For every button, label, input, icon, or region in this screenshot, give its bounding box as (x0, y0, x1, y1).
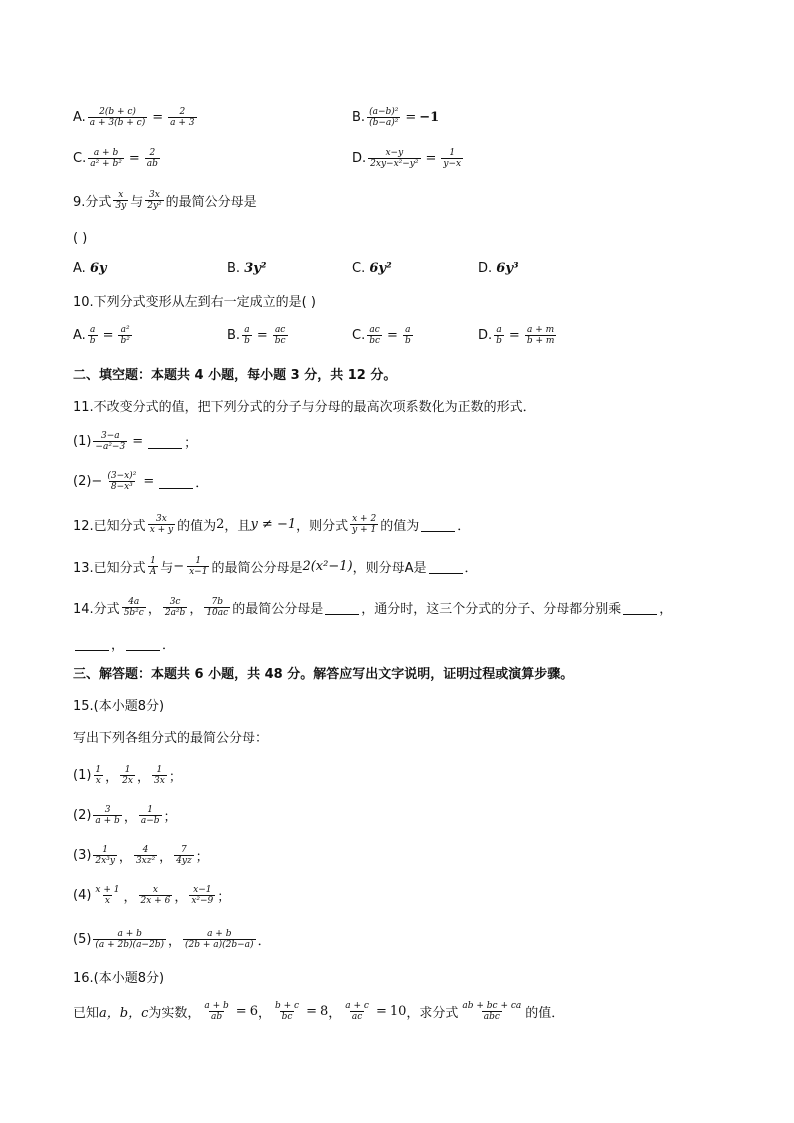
fraction: $\frac{\text{(3−x)²}}{\text{8−x³}}$ (107, 470, 137, 492)
fraction: $\frac{7}{4yz}$ (176, 844, 192, 866)
q15-item-4: (4) $\frac{x + 1}{x}$ ， $\frac{x}{2x + 6}$ ， $\frac{x-1}{\text{x²−9}}$ ； (73, 884, 231, 906)
fraction: $\frac{x}{3y}$ (115, 189, 127, 211)
question-15-title: 15.(本小题8分) (73, 698, 165, 714)
fraction: $\frac{a}{b}$ (496, 324, 502, 346)
fraction: $\frac{3}{a + b}$ (95, 804, 120, 826)
answer-blank[interactable] (126, 636, 160, 651)
option-label: D. (352, 150, 367, 166)
fraction: $\frac{a}{b}$ (244, 324, 250, 346)
question-13: 13.已知分式 $\frac{1}{A}$ 与 − $\frac{1}{x-1}$ 的最简公分母是 2(x²−1) ，则分母A是 ． (73, 555, 478, 577)
fraction: $\frac{1}{x-1}$ (189, 555, 208, 577)
fraction: $\frac{3x}{\text{2y²}}$ (147, 189, 162, 211)
q15-item-5: (5) $\frac{a + b}{(a + 2b)(a-2b)}$ ， $\frac{a + b}{(2b + a)(2b-a)}$ ． (73, 928, 271, 950)
fraction: $\frac{a + b}{ab}$ (204, 1000, 229, 1022)
option-label: B. (352, 109, 366, 125)
fraction: $\frac{1}{\text{2x³y}}$ (95, 844, 115, 866)
q15-item-1: (1) $\frac{1}{x}$ ， $\frac{1}{2x}$ ， $\frac{1}{3x}$ ； (73, 764, 182, 786)
fraction: $\frac{b + c}{bc}$ (274, 1000, 300, 1022)
fraction: $\frac{x}{2x + 6}$ (140, 884, 171, 906)
fraction: $\frac{ac}{bc}$ (274, 324, 286, 346)
fraction: $\frac{a + m}{b + m}$ (526, 324, 555, 346)
fraction: $\frac{2}{a + 3}$ (170, 106, 195, 128)
fraction: $\frac{a}{b}$ (404, 324, 411, 346)
fraction: $\frac{x-1}{\text{x²−9}}$ (191, 884, 214, 906)
question-16: 已知 a，b，c 为实数， $\frac{a + b}{ab}$ = 6 ， $\frac{b + c}{bc}$ = 8 ， $\frac{a + c}{ac}$ = 10 ，求分式 $\frac{ab + bc + ca}{\text{abc}}$ 的值． (73, 1000, 565, 1022)
question-9: 9.分式 $\frac{x}{3y}$ 与 $\frac{3x}{\text{2y²}}$ 的最简公分母是 (73, 189, 257, 211)
q10-option-d[interactable]: D. $\frac{a}{b}$ = $\frac{a + m}{b + m}$ (478, 324, 555, 346)
fraction: $\frac{a}{b}$ (89, 324, 96, 346)
question-14-continued: ， ． (73, 630, 175, 656)
question-10: 10.下列分式变形从左到右一定成立的是( ) (73, 294, 316, 310)
question-11-part-2: (2) − $\frac{\text{(3−x)²}}{\text{8−x³}}$ = ． (73, 470, 209, 492)
fraction: $\frac{a + b}{\text{a² + b²}}$ (90, 147, 122, 169)
q9-option-a[interactable]: A. 6y (73, 260, 107, 276)
q15-item-3: (3) $\frac{1}{\text{2x³y}}$ ， $\frac{4}{\text{3xz²}}$ ， $\frac{7}{4yz}$ ； (73, 844, 209, 866)
q8-option-a[interactable]: A. $\frac{2(b + c)}{a + 3(b + c)}$ = $\frac{2}{a + 3}$ (73, 106, 195, 128)
answer-blank[interactable] (325, 600, 359, 615)
section-heading-solutions: 三、解答题：本题共 6 小题，共 48 分。解答应写出文字说明，证明过程或演算步骤。 (73, 666, 574, 682)
fraction: $\frac{1}{3x}$ (154, 764, 165, 786)
q15-item-2: (2) $\frac{3}{a + b}$ ， $\frac{1}{a-b}$ ； (73, 804, 177, 826)
fraction: $\frac{x + 1}{x}$ (95, 884, 120, 906)
answer-blank[interactable] (429, 559, 463, 574)
answer-blank[interactable] (421, 517, 455, 532)
fraction: $\frac{4}{\text{3xz²}}$ (135, 844, 156, 866)
fraction: $\frac{2(b + c)}{a + 3(b + c)}$ (89, 106, 146, 128)
option-label: C. (73, 150, 87, 166)
q9-option-b[interactable]: B. 3y² (227, 260, 267, 276)
fraction: $\frac{3x}{x + y}$ (149, 513, 174, 535)
q9-option-d[interactable]: D. 6y³ (478, 260, 519, 276)
fraction: $\frac{x + 2}{y + 1}$ (352, 513, 377, 535)
q8-option-b[interactable]: B. $\frac{\text{(a−b)²}}{\text{(b−a)²}}$ = −1 (352, 106, 440, 128)
fraction: $\frac{7b}{10ac}$ (206, 596, 229, 618)
answer-blank[interactable] (623, 600, 657, 615)
fraction: $\frac{1}{x}$ (95, 764, 102, 786)
question-11-part-1: (1) $\frac{3-a}{\text{−a²−3}}$ = ； (73, 430, 198, 452)
fraction: $\frac{ac}{bc}$ (369, 324, 381, 346)
answer-parentheses: ( ) (73, 230, 88, 246)
fraction: $\frac{ab + bc + ca}{\text{abc}}$ (462, 1000, 522, 1022)
q10-option-a[interactable]: A. $\frac{a}{b}$ = $\frac{\text{a²}}{\text{b²}}$ (73, 324, 130, 346)
fraction: $\frac{2}{ab}$ (146, 147, 158, 169)
fraction: $\frac{1}{A}$ (149, 555, 157, 577)
q8-option-d[interactable]: D. $\frac{x-y}{\text{2xy−x²−y²}}$ = $\frac{1}{y-x}$ (352, 147, 462, 169)
fraction: $\frac{\text{a²}}{\text{b²}}$ (120, 324, 130, 346)
answer-blank[interactable] (75, 636, 109, 651)
q9-option-c[interactable]: C. 6y² (352, 260, 392, 276)
answer-blank[interactable] (148, 434, 182, 449)
q8-option-c[interactable]: C. $\frac{a + b}{\text{a² + b²}}$ = $\frac{2}{ab}$ (73, 147, 158, 169)
question-16-title: 16.(本小题8分) (73, 970, 165, 986)
fraction: $\frac{x-y}{\text{2xy−x²−y²}}$ (370, 147, 419, 169)
question-11: 11.不改变分式的值，把下列分式的分子与分母的最高次项系数化为正数的形式． (73, 399, 536, 415)
q10-option-c[interactable]: C. $\frac{ac}{bc}$ = $\frac{a}{b}$ (352, 324, 411, 346)
fraction: $\frac{a + b}{(2b + a)(2b-a)}$ (185, 928, 254, 950)
fraction: $\frac{1}{y-x}$ (443, 147, 462, 169)
answer-blank[interactable] (159, 474, 193, 489)
option-label: A. (73, 109, 86, 125)
question-15-text: 写出下列各组分式的最简公分母： (73, 730, 269, 746)
fraction: $\frac{4a}{\text{5b²c}}$ (123, 596, 144, 618)
section-heading-fill-in: 二、填空题：本题共 4 小题，每小题 3 分，共 12 分。 (73, 367, 397, 383)
fraction: $\frac{\text{(a−b)²}}{\text{(b−a)²}}$ (369, 106, 399, 128)
fraction: $\frac{3-a}{\text{−a²−3}}$ (95, 430, 126, 452)
fraction: $\frac{a + c}{ac}$ (345, 1000, 369, 1022)
fraction: $\frac{1}{a-b}$ (140, 804, 160, 826)
fraction: $\frac{a + b}{(a + 2b)(a-2b)}$ (95, 928, 164, 950)
question-12: 12.已知分式 $\frac{3x}{x + y}$ 的值为 2 ，且 y ≠ −1 ，则分式 $\frac{x + 2}{y + 1}$ 的值为 ． (73, 513, 471, 535)
q10-option-b[interactable]: B. $\frac{a}{b}$ = $\frac{ac}{bc}$ (227, 324, 286, 346)
question-14: 14.分式 $\frac{4a}{\text{5b²c}}$ ， $\frac{3c}{\text{2a²b}}$ ， $\frac{7b}{10ac}$ 的最简公分母是 ，通分时，这三个分式的分子、分母都分别乘 ， (73, 596, 673, 618)
fraction: $\frac{3c}{\text{2a²b}}$ (164, 596, 186, 618)
fraction: $\frac{1}{2x}$ (122, 764, 133, 786)
